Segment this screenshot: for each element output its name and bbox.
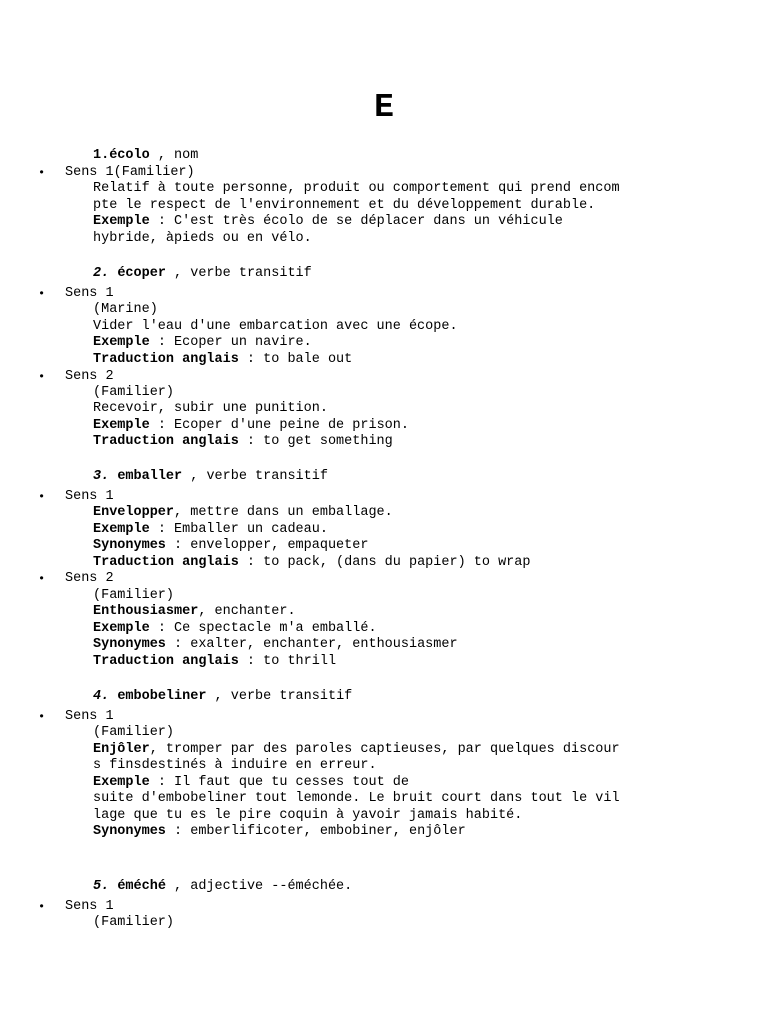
bullet: • — [38, 572, 46, 586]
definition: Vider l'eau d'une embarcation avec une écope. — [93, 319, 458, 334]
entry-heading: 2. écoper , verbe transitif — [93, 266, 312, 281]
sense-label: Sens 1(Familier) — [65, 165, 195, 180]
translation: Traduction anglais : to thrill — [93, 654, 337, 669]
headword: embobeliner — [117, 689, 207, 704]
sense-label: Sens 2 — [65, 369, 114, 384]
part-of-speech: verbe transitif — [206, 469, 328, 484]
translation: Traduction anglais : to get something — [93, 434, 393, 449]
translation: Traduction anglais : to pack, (dans du papier) to wrap — [93, 555, 531, 570]
bullet: • — [38, 287, 46, 301]
example: hybride, àpieds ou en vélo. — [93, 231, 312, 246]
bullet: • — [38, 900, 46, 914]
entry-heading: 5. éméché , adjective --éméchée. — [93, 879, 353, 894]
definition: Envelopper, mettre dans un emballage. — [93, 505, 393, 520]
example: Exemple : Emballer un cadeau. — [93, 522, 328, 537]
definition: s finsdestinés à induire en erreur. — [93, 758, 377, 773]
example: Exemple : Ecoper d'une peine de prison. — [93, 418, 409, 433]
example: Exemple : Ecoper un navire. — [93, 335, 312, 350]
example: suite d'embobeliner tout lemonde. Le bruit court dans tout le vil — [93, 791, 620, 806]
definition: Relatif à toute personne, produit ou comportement qui prend encom — [93, 181, 620, 196]
sense-label: Sens 1 — [65, 899, 114, 914]
entry-number: 2. — [93, 266, 110, 281]
entry-heading: 1.écolo , nom — [93, 148, 199, 163]
entry-number: 1. — [93, 148, 110, 163]
synonyms: Synonymes : emberlificoter, embobiner, enjôler — [93, 824, 466, 839]
bullet: • — [38, 370, 46, 384]
entry-heading: 3. emballer , verbe transitif — [93, 469, 328, 484]
bullet: • — [38, 490, 46, 504]
headword: emballer — [117, 469, 183, 484]
example: Exemple : Il faut que tu cesses tout de — [93, 775, 409, 790]
register: (Familier) — [93, 915, 175, 930]
sense-label: Sens 1 — [65, 489, 114, 504]
synonyms: Synonymes : envelopper, empaqueter — [93, 538, 369, 553]
synonyms: Synonymes : exalter, enchanter, enthousiasmer — [93, 637, 458, 652]
example: Exemple : C'est très écolo de se déplacer dans un véhicule — [93, 214, 563, 229]
definition: Recevoir, subir une punition. — [93, 401, 328, 416]
entry-heading: 4. embobeliner , verbe transitif — [93, 689, 353, 704]
headword: écoper — [117, 266, 166, 281]
headword: écolo — [109, 148, 150, 163]
section-letter: E — [374, 89, 394, 126]
register: (Familier) — [93, 385, 175, 400]
part-of-speech: nom — [174, 148, 199, 163]
entry-number: 4. — [93, 689, 110, 704]
definition: Enthousiasmer, enchanter. — [93, 604, 296, 619]
register: (Familier) — [93, 725, 175, 740]
register: (Marine) — [93, 302, 158, 317]
part-of-speech: adjective --éméchée. — [190, 879, 353, 894]
translation: Traduction anglais : to bale out — [93, 352, 353, 367]
part-of-speech: verbe transitif — [190, 266, 312, 281]
bullet: • — [38, 166, 46, 180]
sense-label: Sens 1 — [65, 709, 114, 724]
example: Exemple : Ce spectacle m'a emballé. — [93, 621, 377, 636]
example: lage que tu es le pire coquin à yavoir jamais habité. — [93, 808, 523, 823]
entry-number: 5. — [93, 879, 110, 894]
register: (Familier) — [93, 588, 175, 603]
headword: éméché — [117, 879, 166, 894]
part-of-speech: verbe transitif — [230, 689, 353, 704]
bullet: • — [38, 710, 46, 724]
entry-number: 3. — [93, 469, 110, 484]
definition: Enjôler, tromper par des paroles captieuses, par quelques discour — [93, 742, 620, 757]
sense-label: Sens 1 — [65, 286, 114, 301]
definition: pte le respect de l'environnement et du développement durable. — [93, 198, 596, 213]
sense-label: Sens 2 — [65, 571, 114, 586]
